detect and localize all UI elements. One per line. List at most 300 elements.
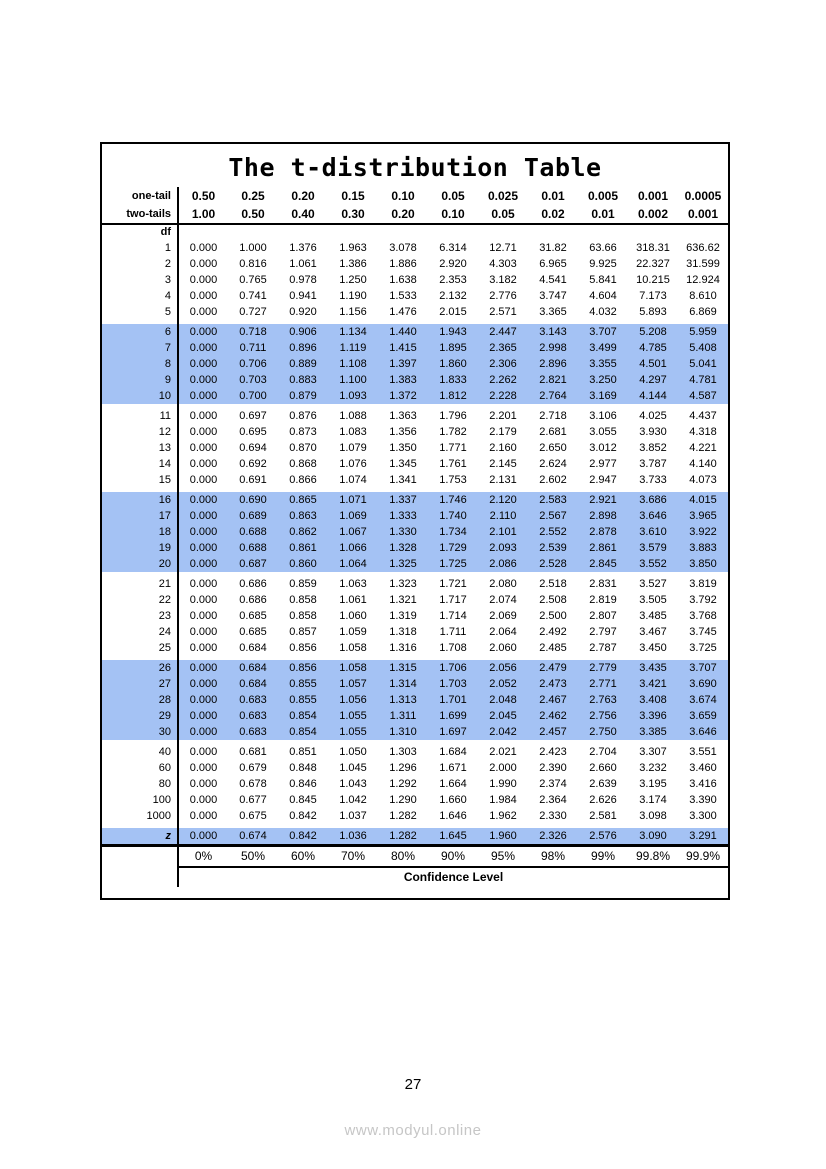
t-value-cell: 5.893 (639, 306, 667, 318)
t-value-cell: 0.000 (189, 594, 218, 606)
t-value-cell: 1.350 (389, 442, 417, 454)
t-value-cell: 2.048 (478, 692, 528, 708)
t-value-cell: 3.674 (678, 692, 728, 708)
t-value-cell: 2.045 (478, 708, 528, 724)
t-value-cell: 3.852 (639, 442, 667, 454)
t-value-cell: 3.499 (578, 340, 628, 356)
t-value-cell: 0.855 (278, 692, 328, 708)
t-value-cell: 2.485 (539, 642, 567, 654)
t-value-cell: 0.848 (289, 762, 317, 774)
t-value-cell: 0.000 (189, 258, 218, 270)
table-row (102, 356, 728, 372)
t-value-cell: 6.869 (689, 306, 717, 318)
t-value-cell: 0.765 (239, 274, 267, 286)
t-value-cell: 1.061 (289, 258, 317, 270)
one-tail-value: 0.20 (291, 189, 315, 203)
t-value-cell: 1.684 (439, 746, 467, 758)
table-row (102, 592, 728, 608)
t-value-cell: 0.000 (178, 524, 228, 540)
t-value-cell: 0.876 (289, 410, 317, 422)
t-value-cell: 4.318 (689, 426, 717, 438)
t-value-cell: 0.684 (228, 676, 278, 692)
t-value-cell: 3.646 (628, 508, 678, 524)
t-value-cell: 2.093 (478, 540, 528, 556)
t-value-cell: 2.821 (528, 372, 578, 388)
t-value-cell: 0.000 (189, 610, 218, 622)
t-value-cell: 0.856 (289, 642, 317, 654)
t-value-cell: 1.714 (439, 610, 467, 622)
t-value-cell: 2.845 (578, 556, 628, 572)
df-cell: 28 (102, 692, 178, 708)
t-value-cell: 0.854 (278, 708, 328, 724)
t-value-cell: 0.000 (178, 660, 228, 676)
table-row (102, 492, 728, 508)
t-value-cell: 3.408 (628, 692, 678, 708)
t-value-cell: 0.000 (189, 794, 218, 806)
table-row (102, 676, 728, 692)
confidence-percent-cell: 99.9% (678, 846, 728, 868)
t-value-cell: 1.311 (378, 708, 428, 724)
df-cell: 21 (102, 576, 178, 592)
t-value-cell: 2.861 (578, 540, 628, 556)
t-value-cell: 12.71 (489, 242, 517, 254)
t-value-cell: 7.173 (639, 290, 667, 302)
t-value-cell: 0.855 (278, 676, 328, 692)
t-value-cell: 1.323 (389, 578, 417, 590)
t-value-cell: 0.862 (278, 524, 328, 540)
one-tail-row (102, 187, 728, 205)
footer-empty-cell (102, 846, 178, 868)
t-value-cell: 3.659 (678, 708, 728, 724)
t-value-cell: 1.088 (339, 410, 367, 422)
t-value-cell: 2.831 (589, 578, 617, 590)
t-value-cell: 0.854 (278, 724, 328, 740)
t-value-cell: 1.796 (439, 410, 467, 422)
t-value-cell: 0.896 (278, 340, 328, 356)
t-value-cell: 9.925 (589, 258, 617, 270)
t-value-cell: 3.291 (678, 828, 728, 846)
t-value-cell: 0.000 (178, 556, 228, 572)
t-value-cell: 1.066 (328, 540, 378, 556)
t-value-cell: 3.078 (389, 242, 417, 254)
t-value-cell: 1.708 (439, 642, 467, 654)
table-row (102, 272, 728, 288)
t-value-cell: 2.131 (489, 474, 517, 486)
t-value-cell: 1.045 (339, 762, 367, 774)
t-value-cell: 4.587 (678, 388, 728, 404)
t-value-cell: 1.093 (328, 388, 378, 404)
t-value-cell: 3.552 (628, 556, 678, 572)
t-value-cell: 0.816 (239, 258, 267, 270)
t-value-cell: 2.624 (539, 458, 567, 470)
t-value-cell: 2.064 (489, 626, 517, 638)
t-value-cell: 0.703 (228, 372, 278, 388)
t-value-cell: 0.684 (228, 660, 278, 676)
table-row (102, 456, 728, 472)
t-value-cell: 2.920 (439, 258, 467, 270)
t-value-cell: 0.000 (178, 676, 228, 692)
table-row (102, 640, 728, 656)
t-value-cell: 0.683 (228, 708, 278, 724)
t-value-cell: 0.000 (189, 242, 218, 254)
t-value-cell: 0.000 (178, 492, 228, 508)
t-value-cell: 4.501 (628, 356, 678, 372)
t-value-cell: 2.462 (528, 708, 578, 724)
t-value-cell: 3.965 (678, 508, 728, 524)
t-value-cell: 4.303 (489, 258, 517, 270)
t-value-cell: 1.697 (428, 724, 478, 740)
t-value-cell: 1.037 (339, 810, 367, 822)
df-cell: 4 (102, 288, 178, 304)
t-value-cell: 5.041 (678, 356, 728, 372)
t-value-cell: 0.741 (239, 290, 267, 302)
t-value-cell: 2.479 (528, 660, 578, 676)
t-value-cell: 1.036 (328, 828, 378, 846)
table-row (102, 472, 728, 488)
t-value-cell: 0.859 (289, 578, 317, 590)
confidence-percent-cell: 95% (478, 846, 528, 868)
t-value-cell: 3.922 (678, 524, 728, 540)
t-value-cell: 4.297 (628, 372, 678, 388)
t-value-cell: 2.681 (539, 426, 567, 438)
t-value-cell: 2.423 (539, 746, 567, 758)
t-value-cell: 0.920 (289, 306, 317, 318)
t-value-cell: 0.692 (239, 458, 267, 470)
one-tail-value: 0.15 (341, 189, 365, 203)
t-value-cell: 1.069 (328, 508, 378, 524)
t-value-cell: 1.056 (328, 692, 378, 708)
df-cell: 30 (102, 724, 178, 740)
two-tails-value: 0.05 (478, 205, 528, 224)
t-value-cell: 1.356 (389, 426, 417, 438)
t-value-cell: 0.845 (289, 794, 317, 806)
confidence-percent-cell: 50% (228, 846, 278, 868)
page-number: 27 (404, 1076, 422, 1093)
df-cell: 1 (102, 240, 178, 256)
t-value-cell: 1.962 (489, 810, 517, 822)
t-value-cell: 2.365 (478, 340, 528, 356)
t-value-cell: 3.090 (628, 828, 678, 846)
table-row (102, 608, 728, 624)
t-value-cell: 4.025 (639, 410, 667, 422)
t-value-cell: 5.208 (628, 324, 678, 340)
t-value-cell: 3.355 (578, 356, 628, 372)
t-value-cell: 3.169 (578, 388, 628, 404)
table-row (102, 408, 728, 424)
t-value-cell: 1.000 (239, 242, 267, 254)
table-row (102, 508, 728, 524)
t-value-cell: 0.842 (289, 810, 317, 822)
table-row (102, 808, 728, 824)
t-value-cell: 3.174 (639, 794, 667, 806)
t-value-cell: 2.626 (589, 794, 617, 806)
df-cell: 13 (102, 440, 178, 456)
t-value-cell: 2.353 (439, 274, 467, 286)
t-value-cell: 5.841 (589, 274, 617, 286)
t-value-cell: 3.787 (639, 458, 667, 470)
t-value-cell: 2.145 (489, 458, 517, 470)
t-value-cell: 0.685 (239, 626, 267, 638)
t-value-cell: 3.747 (539, 290, 567, 302)
t-value-cell: 2.074 (489, 594, 517, 606)
t-value-cell: 1.316 (389, 642, 417, 654)
df-cell: 60 (102, 760, 178, 776)
t-value-cell: 0.000 (178, 828, 228, 846)
t-value-cell: 3.232 (639, 762, 667, 774)
t-value-cell: 1.886 (389, 258, 417, 270)
t-value-cell: 0.706 (228, 356, 278, 372)
t-value-cell: 2.015 (439, 306, 467, 318)
two-tails-value: 0.10 (428, 205, 478, 224)
t-value-cell: 1.711 (439, 626, 467, 638)
t-value-cell: 2.764 (528, 388, 578, 404)
t-value-cell: 3.055 (589, 426, 617, 438)
t-value-cell: 0.000 (178, 340, 228, 356)
table-row (102, 240, 728, 256)
t-value-cell: 2.086 (478, 556, 528, 572)
t-value-cell: 31.82 (539, 242, 567, 254)
t-value-cell: 2.000 (489, 762, 517, 774)
t-value-cell: 3.850 (678, 556, 728, 572)
t-value-cell: 5.959 (678, 324, 728, 340)
t-value-cell: 3.390 (689, 794, 717, 806)
t-value-cell: 4.541 (539, 274, 567, 286)
t-value-cell: 3.450 (639, 642, 667, 654)
t-value-cell: 1.100 (328, 372, 378, 388)
t-value-cell: 1.315 (378, 660, 428, 676)
t-value-cell: 1.734 (428, 524, 478, 540)
t-value-cell: 3.745 (689, 626, 717, 638)
t-value-cell: 0.868 (289, 458, 317, 470)
confidence-label-row (102, 867, 728, 887)
t-value-cell: 0.684 (239, 642, 267, 654)
t-value-cell: 3.527 (639, 578, 667, 590)
t-value-cell: 3.435 (628, 660, 678, 676)
table-row (102, 304, 728, 320)
t-value-cell: 3.421 (628, 676, 678, 692)
t-value-cell: 2.602 (539, 474, 567, 486)
table-row (102, 372, 728, 388)
t-value-cell: 2.518 (539, 578, 567, 590)
t-value-cell: 1.703 (428, 676, 478, 692)
t-value-cell: 3.485 (639, 610, 667, 622)
t-value-cell: 1.067 (328, 524, 378, 540)
t-value-cell: 0.694 (239, 442, 267, 454)
t-value-cell: 0.000 (189, 746, 218, 758)
table-row (102, 556, 728, 572)
table-row (102, 388, 728, 404)
t-value-cell: 0.685 (239, 610, 267, 622)
t-value-cell: 1.108 (328, 356, 378, 372)
t-value-cell: 1.083 (339, 426, 367, 438)
t-value-cell: 0.688 (228, 524, 278, 540)
t-value-cell: 2.898 (578, 508, 628, 524)
t-value-cell: 1.833 (428, 372, 478, 388)
t-value-cell: 0.677 (239, 794, 267, 806)
two-tails-value: 0.001 (678, 205, 728, 224)
t-value-cell: 2.567 (528, 508, 578, 524)
t-value-cell: 6.965 (539, 258, 567, 270)
table-row (102, 340, 728, 356)
confidence-percent-cell: 90% (428, 846, 478, 868)
t-value-cell: 0.691 (239, 474, 267, 486)
t-value-cell: 3.610 (628, 524, 678, 540)
t-value-cell: 2.120 (478, 492, 528, 508)
t-value-cell: 0.000 (189, 426, 218, 438)
t-value-cell: 2.492 (539, 626, 567, 638)
df-cell: 27 (102, 676, 178, 692)
t-value-cell: 0.863 (278, 508, 328, 524)
t-value-cell: 2.771 (578, 676, 628, 692)
df-cell: 25 (102, 640, 178, 656)
one-tail-value: 0.025 (487, 189, 519, 203)
t-value-cell: 0.889 (278, 356, 328, 372)
t-value-cell: 4.781 (678, 372, 728, 388)
t-value-cell: 1.282 (378, 828, 428, 846)
t-value-cell: 2.779 (578, 660, 628, 676)
df-cell: 10 (102, 388, 178, 404)
table-row (102, 692, 728, 708)
t-value-cell: 0.000 (189, 474, 218, 486)
t-value-cell: 0.000 (189, 778, 218, 790)
t-value-cell: 22.327 (636, 258, 670, 270)
t-value-cell: 0.866 (289, 474, 317, 486)
t-value-cell: 3.646 (678, 724, 728, 740)
df-cell: 2 (102, 256, 178, 272)
t-table-container (100, 142, 730, 900)
t-value-cell: 2.571 (489, 306, 517, 318)
t-value-cell: 1.321 (389, 594, 417, 606)
t-value-cell: 1.746 (428, 492, 478, 508)
t-value-cell: 1.645 (428, 828, 478, 846)
t-value-cell: 1.771 (439, 442, 467, 454)
t-value-cell: 8.610 (689, 290, 717, 302)
t-value-cell: 0.978 (289, 274, 317, 286)
t-value-cell: 2.998 (528, 340, 578, 356)
df-label: df (102, 224, 178, 240)
two-tails-row (102, 205, 728, 224)
t-value-cell: 1.057 (328, 676, 378, 692)
t-value-cell: 1.415 (378, 340, 428, 356)
t-value-cell: 2.539 (528, 540, 578, 556)
t-value-cell: 1.190 (339, 290, 367, 302)
t-value-cell: 0.870 (289, 442, 317, 454)
t-value-cell: 0.000 (189, 290, 218, 302)
two-tails-value: 0.20 (378, 205, 428, 224)
t-table-body (102, 240, 728, 846)
t-value-cell: 3.707 (578, 324, 628, 340)
t-value-cell: 1.740 (428, 508, 478, 524)
df-cell: 20 (102, 556, 178, 572)
t-value-cell: 1.058 (328, 660, 378, 676)
t-value-cell: 1.064 (328, 556, 378, 572)
t-value-cell: 1.812 (428, 388, 478, 404)
t-value-cell: 3.792 (689, 594, 717, 606)
table-row (102, 324, 728, 340)
t-value-cell: 0.686 (239, 578, 267, 590)
t-value-cell: 2.639 (589, 778, 617, 790)
t-value-cell: 1.303 (389, 746, 417, 758)
df-cell: 1000 (102, 808, 178, 824)
df-cell: 5 (102, 304, 178, 320)
t-value-cell: 0.865 (278, 492, 328, 508)
t-value-cell: 0.851 (289, 746, 317, 758)
t-value-cell: 3.182 (489, 274, 517, 286)
t-value-cell: 2.819 (589, 594, 617, 606)
t-value-cell: 3.725 (689, 642, 717, 654)
t-value-cell: 1.055 (328, 724, 378, 740)
table-row (102, 708, 728, 724)
table-row (102, 624, 728, 640)
t-value-cell: 3.686 (628, 492, 678, 508)
t-value-cell: 1.290 (389, 794, 417, 806)
two-tails-value: 0.30 (328, 205, 378, 224)
t-value-cell: 2.374 (539, 778, 567, 790)
t-value-cell: 0.857 (289, 626, 317, 638)
t-value-cell: 0.842 (278, 828, 328, 846)
t-value-cell: 1.660 (439, 794, 467, 806)
t-value-cell: 0.711 (228, 340, 278, 356)
t-value-cell: 1.296 (389, 762, 417, 774)
t-value-cell: 1.042 (339, 794, 367, 806)
t-value-cell: 0.860 (278, 556, 328, 572)
t-value-cell: 1.761 (439, 458, 467, 470)
df-cell: 6 (102, 324, 178, 340)
t-value-cell: 2.756 (578, 708, 628, 724)
t-value-cell: 1.341 (389, 474, 417, 486)
t-value-cell: 2.110 (478, 508, 528, 524)
t-value-cell: 1.699 (428, 708, 478, 724)
one-tail-value: 0.10 (391, 189, 415, 203)
t-value-cell: 1.328 (378, 540, 428, 556)
df-cell: 17 (102, 508, 178, 524)
table-row (102, 828, 728, 846)
df-label-row (102, 224, 728, 240)
t-value-cell: 6.314 (439, 242, 467, 254)
t-value-cell: 2.364 (539, 794, 567, 806)
t-value-cell: 3.460 (689, 762, 717, 774)
t-value-cell: 1.071 (328, 492, 378, 508)
t-value-cell: 0.697 (239, 410, 267, 422)
t-value-cell: 0.000 (178, 724, 228, 740)
t-value-cell: 31.599 (686, 258, 720, 270)
t-value-cell: 1.984 (489, 794, 517, 806)
t-value-cell: 2.326 (528, 828, 578, 846)
t-value-cell: 1.337 (378, 492, 428, 508)
table-row (102, 792, 728, 808)
t-value-cell: 1.156 (339, 306, 367, 318)
t-value-cell: 1.397 (378, 356, 428, 372)
t-value-cell: 0.000 (178, 372, 228, 388)
t-value-cell: 1.079 (339, 442, 367, 454)
t-value-cell: 0.000 (178, 508, 228, 524)
t-value-cell: 5.408 (678, 340, 728, 356)
t-value-cell: 4.015 (678, 492, 728, 508)
one-tail-value: 0.0005 (684, 189, 722, 203)
t-value-cell: 318.31 (636, 242, 670, 254)
df-cell: 26 (102, 660, 178, 676)
t-value-cell: 636.62 (686, 242, 720, 254)
one-tail-value: 0.50 (191, 189, 216, 203)
t-value-cell: 3.467 (639, 626, 667, 638)
t-value-cell: 3.106 (589, 410, 617, 422)
t-value-cell: 2.977 (589, 458, 617, 470)
t-value-cell: 1.725 (428, 556, 478, 572)
t-value-cell: 2.878 (578, 524, 628, 540)
t-value-cell: 1.638 (389, 274, 417, 286)
confidence-percent-cell: 0% (178, 846, 228, 868)
t-value-cell: 0.000 (178, 692, 228, 708)
